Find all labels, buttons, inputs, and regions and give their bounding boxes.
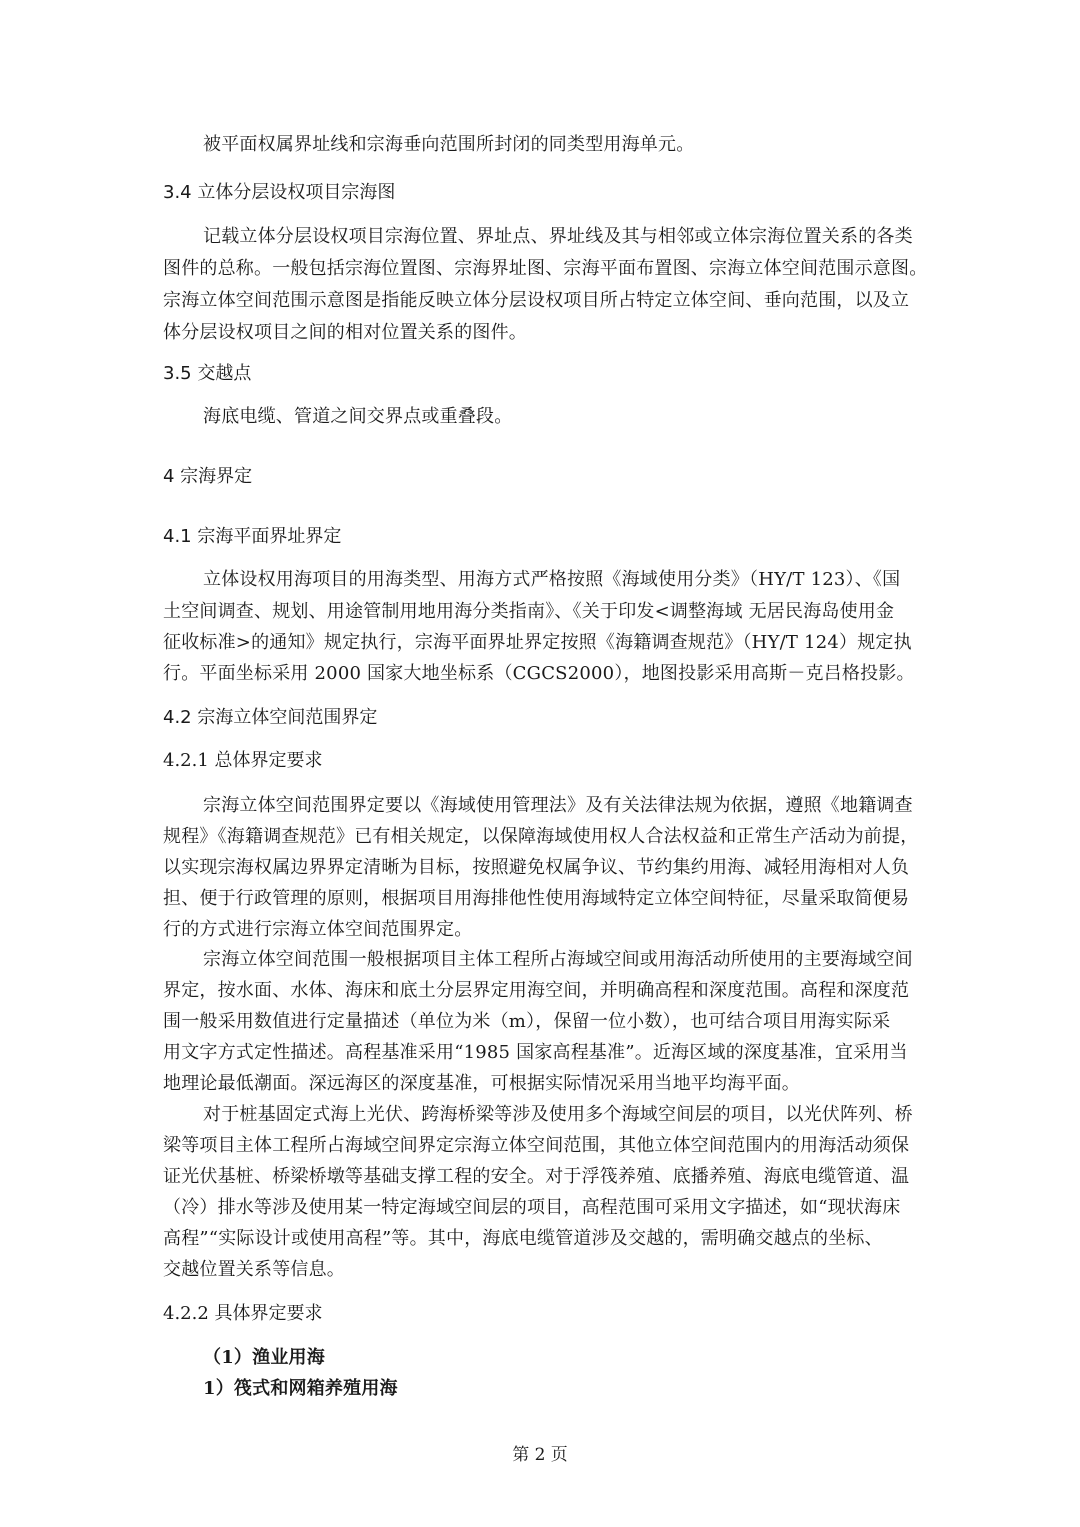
body-line: 土空间调查、规划、用途管制用地用海分类指南》、《关于印发<调整海域 无居民海岛使用金 [163, 601, 895, 622]
body-line: 规程》《海籍调查规范》已有相关规定，以保障海域使用权人合法权益和正常生产活动为前提， [163, 826, 919, 847]
body-line: 行的方式进行宗海立体空间范围界定。 [163, 919, 473, 940]
section-heading-4-1: 4.1 宗海平面界址界定 [163, 526, 342, 547]
section-heading-3-4: 3.4 立体分层设权项目宗海图 [163, 182, 396, 203]
chapter-heading-4: 4 宗海界定 [163, 466, 253, 487]
body-line: 界定，按水面、水体、海床和底土分层界定用海空间，并明确高程和深度范围。高程和深度范 [163, 980, 910, 1001]
body-line: 地理论最低潮面。深远海区的深度基准，可根据实际情况采用当地平均海平面。 [163, 1073, 800, 1094]
section-heading-3-5: 3.5 交越点 [163, 363, 252, 384]
body-line: 围一般采用数值进行定量描述（单位为米（m），保留一位小数），也可结合项目用海实际采 [163, 1011, 891, 1032]
body-line: 图件的总称。一般包括宗海位置图、宗海界址图、宗海平面布置图、宗海立体空间范围示意图。 [163, 258, 928, 279]
body-line: 行。平面坐标采用 2000 国家大地坐标系（CGCS2000），地图投影采用高斯－克吕格投影。 [163, 663, 915, 684]
body-line: 对于桩基固定式海上光伏、跨海桥梁等涉及使用多个海域空间层的项目，以光伏阵列、桥 [203, 1104, 913, 1125]
body-line: 用文字方式定性描述。高程基准采用“1985 国家高程基准”。近海区域的深度基准，宜采用当 [163, 1042, 908, 1063]
body-line: 证光伏基桩、桥梁桥墩等基础支撑工程的安全。对于浮筏养殖、底播养殖、海底电缆管道、温 [163, 1166, 910, 1187]
body-line: 记载立体分层设权项目宗海位置、界址点、界址线及其与相邻或立体宗海位置关系的各类 [203, 226, 913, 247]
body-line: 征收标准>的通知》规定执行，宗海平面界址界定按照《海籍调查规范》（HY/T 124）规定执 [163, 632, 912, 653]
body-line: 被平面权属界址线和宗海垂向范围所封闭的同类型用海单元。 [203, 134, 695, 155]
list-subitem-raft-cage: 1）筏式和网箱养殖用海 [203, 1378, 398, 1399]
list-item-fishery: （1）渔业用海 [203, 1347, 325, 1368]
body-line: 高程”“实际设计或使用高程”等。其中，海底电缆管道涉及交越的，需明确交越点的坐标、 [163, 1228, 883, 1249]
body-line: 宗海立体空间范围示意图是指能反映立体分层设权项目所占特定立体空间、垂向范围，以及立 [163, 290, 910, 311]
body-line: 体分层设权项目之间的相对位置关系的图件。 [163, 322, 527, 343]
body-line: 以实现宗海权属边界界定清晰为目标，按照避免权属争议、节约集约用海、减轻用海相对人负 [163, 857, 910, 878]
body-line: 梁等项目主体工程所占海域空间界定宗海立体空间范围，其他立体空间范围内的用海活动须保 [163, 1135, 910, 1156]
body-line: （冷）排水等涉及使用某一特定海域空间层的项目，高程范围可采用文字描述，如“现状海床 [163, 1197, 901, 1218]
body-line: 宗海立体空间范围界定要以《海域使用管理法》及有关法律法规为依据，遵照《地籍调查 [203, 795, 913, 816]
subsection-heading-4-2-2: 4.2.2 具体界定要求 [163, 1303, 323, 1324]
body-line: 海底电缆、管道之间交界点或重叠段。 [203, 406, 513, 427]
section-heading-4-2: 4.2 宗海立体空间范围界定 [163, 707, 378, 728]
subsection-heading-4-2-1: 4.2.1 总体界定要求 [163, 750, 323, 771]
body-line: 交越位置关系等信息。 [163, 1259, 345, 1280]
body-line: 立体设权用海项目的用海类型、用海方式严格按照《海域使用分类》（HY/T 123）、《国 [203, 569, 901, 590]
body-line: 宗海立体空间范围一般根据项目主体工程所占海域空间或用海活动所使用的主要海域空间 [203, 949, 913, 970]
page-number: 第 2 页 [512, 1445, 568, 1465]
body-line: 担、便于行政管理的原则，根据项目用海排他性使用海域特定立体空间特征，尽量采取简便易 [163, 888, 910, 909]
